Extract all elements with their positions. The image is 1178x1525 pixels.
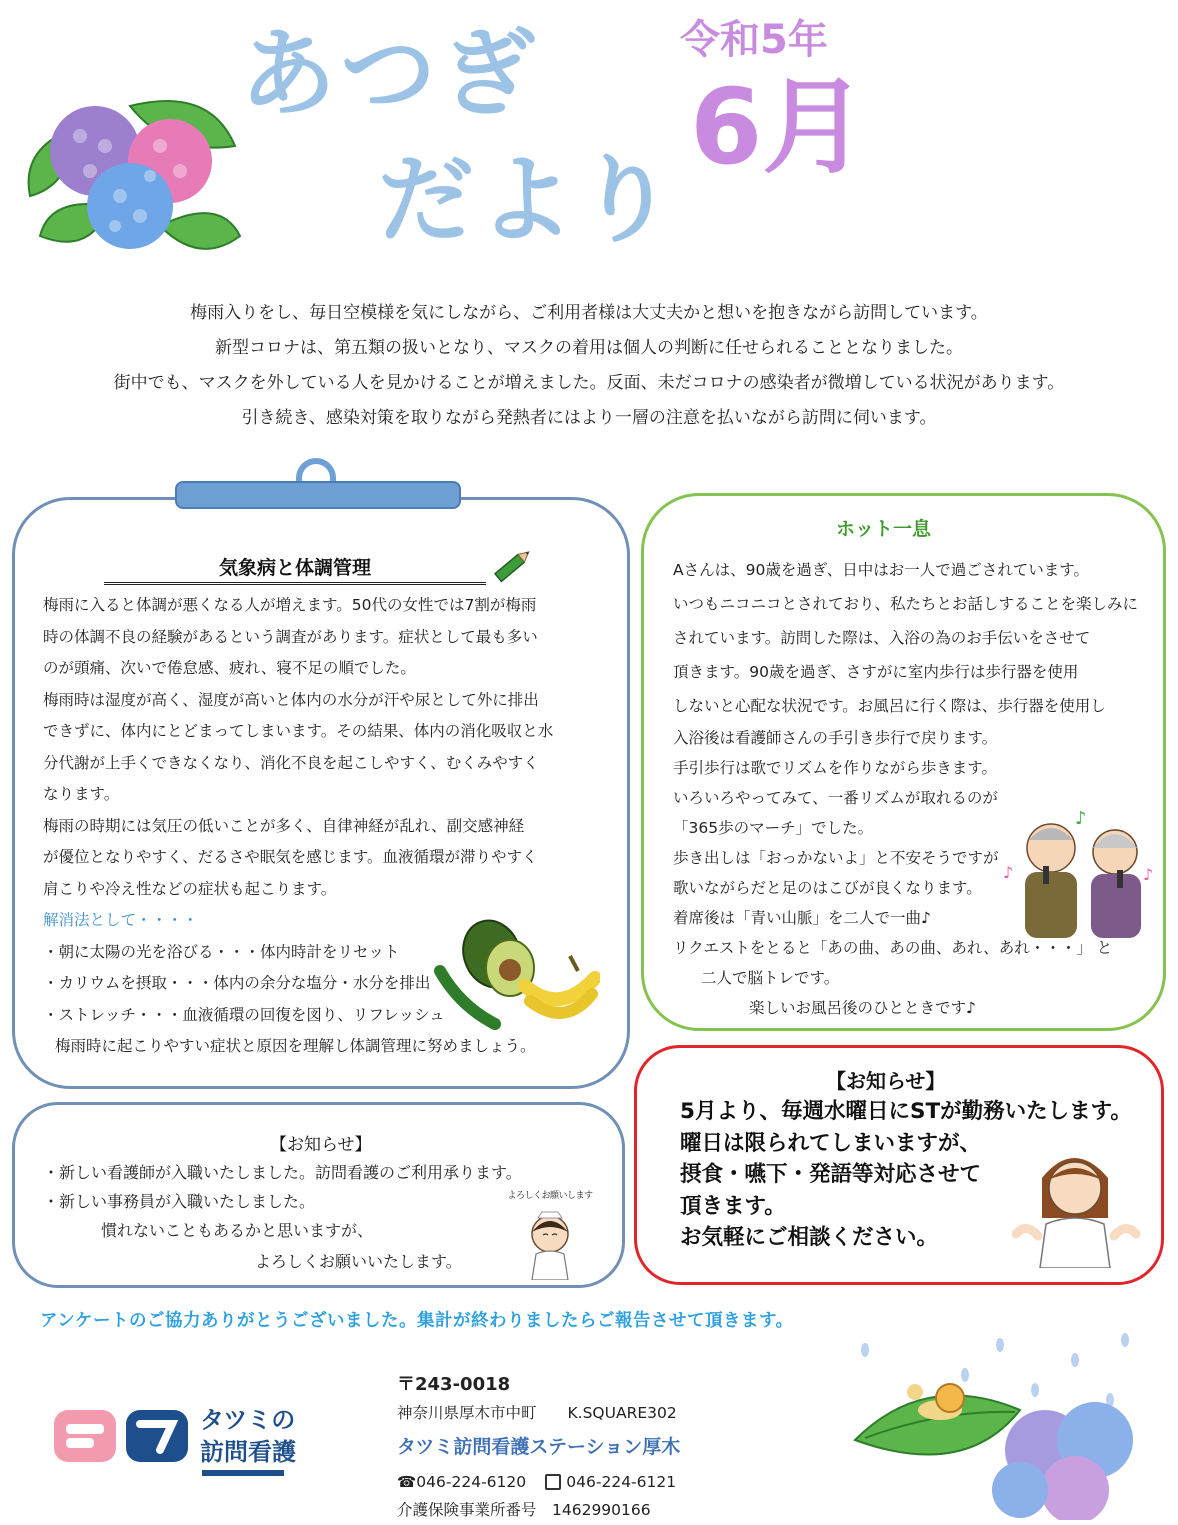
notice-line: 曜日は限られてしまいますが、	[680, 1130, 982, 1156]
body-line: 二人で脳トレです。	[701, 969, 840, 987]
body-line: しないと心配な状況です。お風呂に行く際は、歩行器を使用し	[673, 697, 1106, 715]
fruit-illustration	[430, 916, 600, 1035]
fax-number: 046-224-6121	[566, 1473, 677, 1491]
body-line: 梅雨の時期には気圧の低いことが多く、自律神経が乱れ、副交感神経	[43, 816, 525, 835]
intro-text	[0, 296, 1178, 436]
hydrangea-icon	[10, 86, 245, 266]
intro-line: 新型コロナは、第五類の扱いとなり、マスクの着用は個人の判断に任せられることとなりました。	[215, 338, 963, 358]
svg-text:♪: ♪	[1143, 865, 1154, 884]
notice-line: よろしくお願いいたします。	[255, 1252, 462, 1271]
staff-notice-title: 【お知らせ】	[270, 1135, 372, 1155]
contact-block	[397, 1372, 680, 1522]
phone-row	[397, 1466, 680, 1498]
logo-text-2: 訪問看護	[200, 1438, 296, 1466]
body-line: 頂きます。90歳を過ぎ、さすがに室内歩行は歩行器を使用	[673, 663, 1079, 681]
body-line: 梅雨に入ると体調が悪くなる人が増えます。50代の女性では7割が梅雨	[43, 596, 537, 614]
snail-rain-icon	[845, 1330, 1145, 1520]
body-line: 着席後は「青い山脈」を二人で一曲♪	[673, 909, 931, 927]
issue-month: 6月	[690, 66, 867, 188]
intro-line: 梅雨入りをし、毎日空模様を気にしながら、ご利用者様は大丈夫かと想いを抱きながら訪問しています。	[190, 303, 988, 323]
svg-text:♪: ♪	[1003, 863, 1014, 882]
notice-line: 慣れないこともあるかと思いますが、	[101, 1221, 374, 1240]
solution-item: ・ストレッチ・・・血液循環の回復を図り、リフレッシュ	[43, 1005, 445, 1024]
address: 神奈川県厚木市中町 K.SQUARE302	[397, 1404, 677, 1422]
nurse-bowing-illustration	[500, 1188, 600, 1280]
hot-break-body	[673, 553, 1138, 1023]
body-line: 手引歩行は歌でリズムを作りながら歩きます。	[673, 759, 997, 777]
nurse-bow-icon	[500, 1188, 600, 1280]
staff-notice-body	[43, 1158, 522, 1279]
notice-line: 5月より、毎週水曜日にSTが勤務いたします。	[680, 1099, 1132, 1124]
body-line: Aさんは、90歳を過ぎ、日中はお一人で過ごされています。	[673, 561, 1089, 579]
body-line: 歩き出しは「おっかないよ」と不安そうですが	[673, 849, 999, 867]
company-logo	[48, 1392, 324, 1480]
solution-heading: 解消法として・・・・	[43, 911, 199, 929]
therapist-icon	[1012, 1138, 1142, 1268]
solution-item: ・朝に太陽の光を浴びる・・・体内時計をリセット	[43, 942, 400, 961]
st-notice-title: 【お知らせ】	[826, 1069, 946, 1093]
body-line: いろいろやってみて、一番リズムが取れるのが	[673, 789, 998, 807]
station-name: タツミ訪問看護ステーション厚木	[397, 1436, 681, 1458]
notice-line: 摂食・嚥下・発語等対応させて	[680, 1162, 982, 1187]
solution-item: ・カリウムを摂取・・・体内の余分な塩分・水分を排出	[43, 974, 431, 992]
body-line: 時の体調不良の経験があるという調査があります。症状として最も多い	[43, 627, 538, 646]
body-line: なります。	[43, 785, 120, 803]
notice-line: お気軽にご相談ください。	[680, 1225, 939, 1250]
body-line: 梅雨時は湿度が高く、湿度が高いと体内の水分が汗や尿として外に排出	[43, 690, 539, 709]
body-line: が優位となりやすく、だるさや眠気を感じます。血液循環が滞りやすく	[43, 848, 538, 866]
intro-line: 引き続き、感染対策を取りながら発熱者にはより一層の注意を払いながら訪問に伺います。	[241, 408, 937, 428]
pencil-icon	[488, 542, 536, 594]
body-line: のが頭痛、次いで倦怠感、疲れ、寝不足の順でした。	[43, 659, 416, 677]
phone-number: ☎046-224-6120	[397, 1473, 527, 1491]
survey-thanks: アンケートのご協力ありがとうございました。集計が終わりましたらご報告させて頂きます。	[40, 1311, 794, 1331]
body-line: できずに、体内にとどまってしまいます。その結果、体内の消化吸収と水	[43, 722, 554, 740]
weather-illness-title: 気象病と体調管理	[104, 553, 486, 585]
body-line: 歌いながらだと足のはこびが良くなります。	[673, 879, 982, 897]
snail-hydrangea-illustration	[845, 1330, 1145, 1524]
svg-text:♪: ♪	[1075, 808, 1087, 829]
body-line: されています。訪問した際は、入浴の為のお手伝いをさせて	[673, 629, 1091, 647]
notice-line: ・新しい看護師が入職いたしました。訪問看護のご利用承ります。	[43, 1163, 522, 1182]
hot-break-title: ホット一息	[836, 518, 932, 540]
newsletter-title-line2: だより	[378, 144, 678, 256]
body-line: 「365歩のマーチ」でした。	[673, 819, 874, 837]
newsletter-title-line1: あつぎ	[240, 18, 540, 130]
singing-couple-illustration	[1003, 808, 1163, 952]
elderly-singing-icon	[1003, 808, 1163, 948]
clipboard-clip-icon	[175, 481, 461, 509]
body-line: 肩こりや冷え性などの症状も起こります。	[43, 879, 337, 898]
intro-line: 街中でも、マスクを外している人を見かけることが増えました。反面、未だコロナの感染者が微増している状況があります。	[113, 373, 1065, 393]
avocado-banana-cucumber-icon	[430, 916, 600, 1031]
office-number: 介護保険事業所番号 1462990166	[397, 1501, 651, 1519]
body-line: リクエストをとると「あの曲、あの曲、あれ、あれ・・・」 と	[673, 939, 1113, 957]
closing-line: 梅雨時に起こりやすい症状と原因を理解し体調管理に努めましょう。	[55, 1037, 536, 1055]
body-line: 分代謝が上手くできなくなり、消化不良を起こしやすく、むくみやすく	[43, 753, 539, 772]
body-line: 楽しいお風呂後のひとときです♪	[749, 999, 976, 1017]
nurse-sticker-text: よろしくお願いします	[507, 1191, 593, 1201]
therapist-illustration	[1012, 1138, 1142, 1272]
postal-code: 〒243-0018	[397, 1374, 511, 1395]
body-line: いつもニコニコとされており、私たちとお話しすることを楽しみに	[673, 595, 1139, 613]
notice-line: ・新しい事務員が入職いたしました。	[43, 1192, 316, 1211]
hydrangea-illustration	[10, 86, 245, 266]
era-year: 令和5年	[680, 17, 828, 63]
fax-icon	[545, 1474, 561, 1490]
body-line: 入浴後は看護師さんの手引き歩行で戻ります。	[673, 729, 998, 747]
notice-line: 頂きます。	[680, 1193, 786, 1219]
logo-text-1: タツミの	[200, 1406, 296, 1434]
